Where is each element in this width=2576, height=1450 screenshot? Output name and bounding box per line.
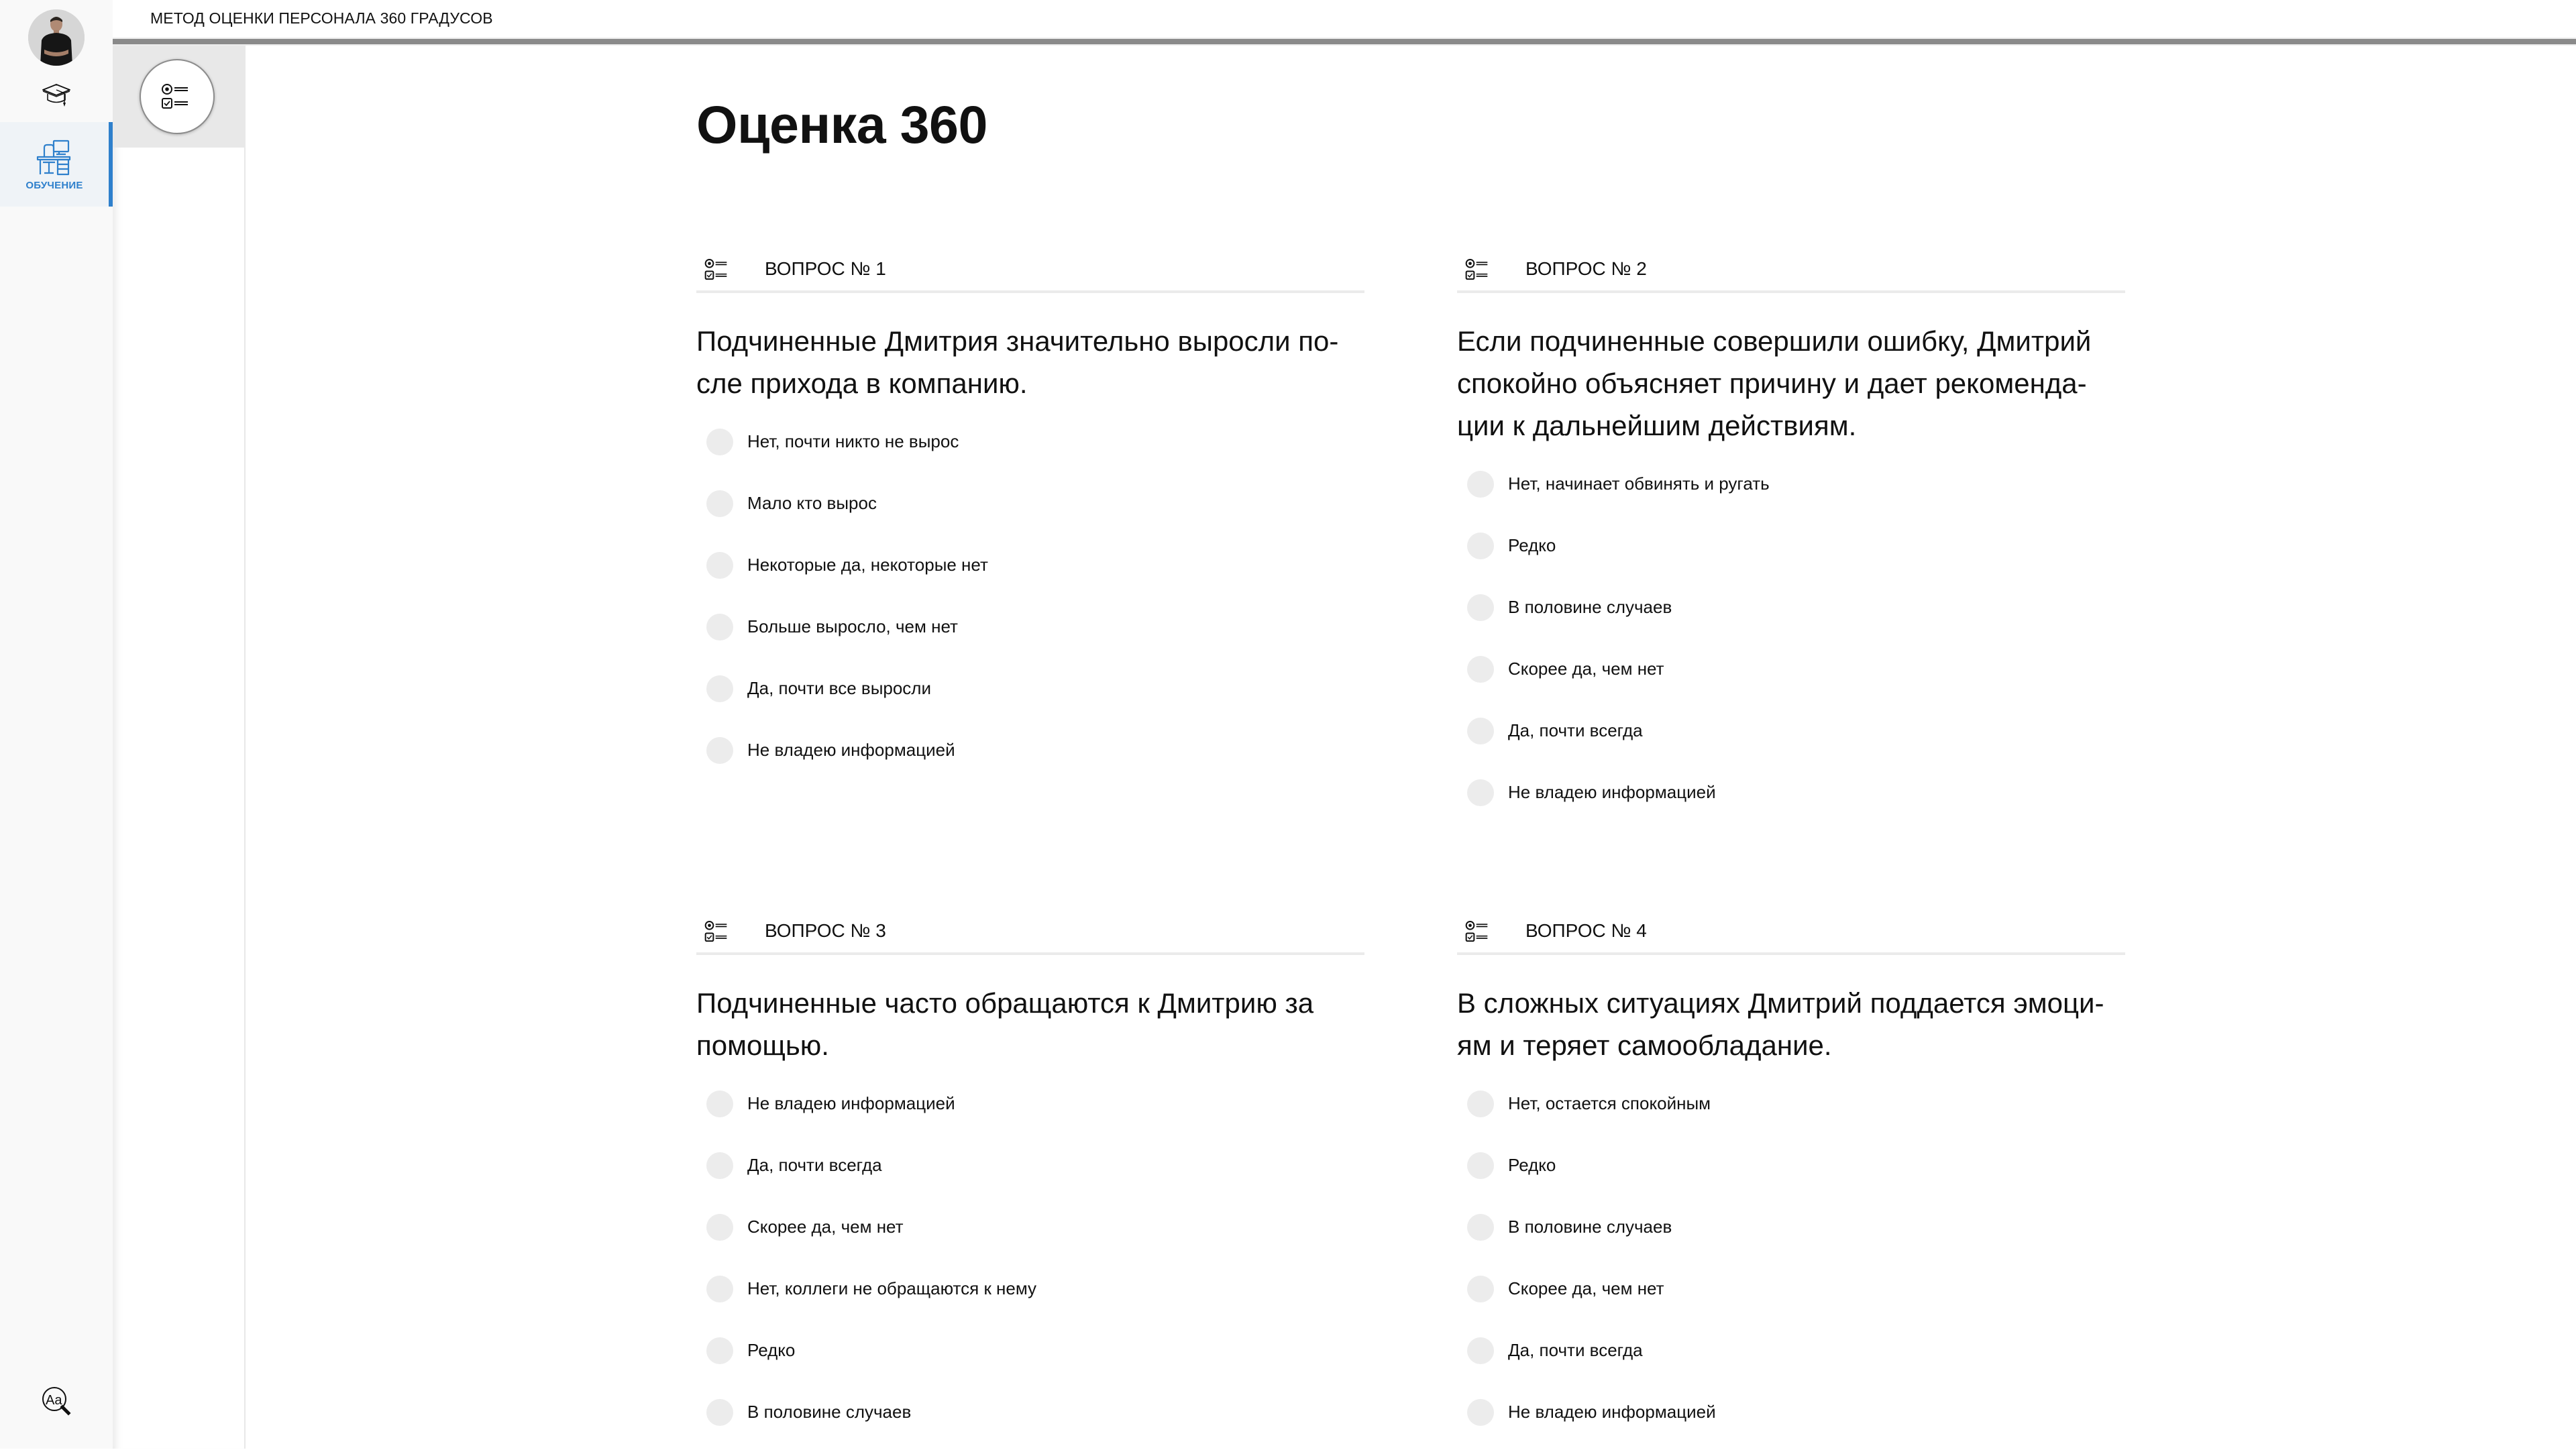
text-size-search-icon (40, 1386, 72, 1416)
answer-option[interactable] (696, 1388, 1364, 1450)
answer-option[interactable] (696, 726, 1364, 788)
course-header (113, 0, 2576, 39)
answer-option[interactable] (1457, 769, 2125, 830)
question-text: В сложных ситуациях Дмитрий поддается эмоциям и теряет самообладание. (1457, 987, 2104, 1061)
question-text: Подчиненные Дмитрия значительно выросли после прихода в компанию. (696, 325, 1339, 399)
answer-option-label: Да, почти все выросли (747, 678, 932, 698)
svg-text:Aa: Aa (46, 1393, 62, 1408)
answer-options (696, 418, 1364, 788)
answer-option[interactable] (1457, 1080, 2125, 1141)
course-progress-bar (113, 38, 2576, 46)
answer-option[interactable] (1457, 645, 2125, 707)
answer-option-label: Скорее да, чем нет (1508, 659, 1664, 679)
user-avatar[interactable] (28, 9, 85, 66)
question-card-2 (1457, 249, 2125, 830)
answer-option-label: Да, почти всегда (747, 1155, 882, 1175)
avatar-person-image (28, 9, 85, 66)
answer-option-label: Скорее да, чем нет (747, 1217, 904, 1237)
sidebar-item-label: ОБУЧЕНИЕ (25, 180, 83, 191)
desk-workplace-icon (36, 140, 71, 177)
radio-button[interactable] (1467, 1214, 1494, 1241)
radio-button[interactable] (706, 1399, 733, 1426)
radio-button[interactable] (1467, 1399, 1494, 1426)
answer-option-label: Мало кто вырос (747, 493, 877, 513)
answer-option-label: Нет, начинает обвинять и ругать (1508, 473, 1770, 494)
answer-option[interactable] (696, 1080, 1364, 1141)
question-header (1457, 249, 2125, 293)
radio-button[interactable] (706, 490, 733, 517)
answer-option-label: В половине случаев (1508, 1217, 1672, 1237)
answer-options (1457, 460, 2125, 830)
answer-option[interactable] (1457, 1388, 2125, 1450)
lesson-outline-column (113, 46, 246, 1449)
answer-option[interactable] (1457, 707, 2125, 769)
lesson-outline-panel (113, 46, 244, 148)
quiz-checklist-icon (1465, 258, 1492, 282)
question-number: ВОПРОС № 4 (1525, 920, 1647, 941)
answer-option-label: Да, почти всегда (1508, 1340, 1643, 1360)
answer-option[interactable] (696, 603, 1364, 665)
answer-option-label: Да, почти всегда (1508, 720, 1643, 740)
text-size-button[interactable] (40, 1386, 72, 1416)
question-card-4 (1457, 911, 2125, 1450)
answer-option-label: Редко (1508, 1155, 1556, 1175)
answer-option-label: Не владею информацией (1508, 1402, 1716, 1422)
answer-option[interactable] (696, 1141, 1364, 1203)
quiz-content (246, 46, 2576, 1449)
quiz-checklist-icon (704, 258, 731, 282)
answer-option[interactable] (1457, 522, 2125, 583)
radio-button[interactable] (706, 1276, 733, 1302)
radio-button[interactable] (706, 1214, 733, 1241)
radio-button[interactable] (1467, 1091, 1494, 1117)
left-nav-rail (0, 0, 113, 1449)
answer-option-label: Некоторые да, некоторые нет (747, 555, 988, 575)
answer-option-label: В половине случаев (1508, 597, 1672, 617)
radio-button[interactable] (706, 614, 733, 640)
page-title: Оценка 360 (696, 95, 987, 154)
question-text: Если подчиненные совершили ошибку, Дмитрий спокойно объясняет причину и дает рекомендации к дальнейшим действиям. (1457, 325, 2092, 441)
question-header (696, 911, 1364, 955)
radio-button[interactable] (1467, 471, 1494, 498)
radio-button[interactable] (706, 429, 733, 455)
answer-option[interactable] (1457, 1141, 2125, 1203)
radio-button[interactable] (1467, 656, 1494, 683)
answer-option-label: Редко (1508, 535, 1556, 555)
answer-option-label: Редко (747, 1340, 796, 1360)
quiz-lesson-button[interactable] (140, 59, 215, 134)
answer-option-label: Не владею информацией (747, 1093, 955, 1113)
answer-option[interactable] (696, 541, 1364, 603)
quiz-checklist-icon (704, 919, 731, 944)
radio-button[interactable] (706, 675, 733, 702)
question-number: ВОПРОС № 2 (1525, 258, 1647, 279)
radio-button[interactable] (1467, 533, 1494, 559)
answer-options (696, 1080, 1364, 1450)
radio-button[interactable] (1467, 718, 1494, 744)
answer-option-label: Нет, почти никто не вырос (747, 431, 959, 451)
sidebar-item-training[interactable] (0, 122, 113, 207)
answer-option[interactable] (696, 665, 1364, 726)
question-header (1457, 911, 2125, 955)
radio-button[interactable] (1467, 779, 1494, 806)
question-card-1 (696, 249, 1364, 788)
answer-option-label: В половине случаев (747, 1402, 912, 1422)
answer-option[interactable] (696, 480, 1364, 541)
answer-option[interactable] (1457, 1265, 2125, 1327)
answer-option-label: Не владею информацией (1508, 782, 1716, 802)
answer-option-label: Нет, остается спокойным (1508, 1093, 1711, 1113)
answer-options (1457, 1080, 2125, 1450)
answer-option-label: Скорее да, чем нет (1508, 1278, 1664, 1298)
answer-option[interactable] (1457, 583, 2125, 645)
radio-button[interactable] (1467, 594, 1494, 621)
answer-option[interactable] (696, 1203, 1364, 1265)
answer-option-label: Больше выросло, чем нет (747, 616, 958, 636)
graduation-cap-icon (39, 82, 74, 109)
radio-button[interactable] (706, 737, 733, 764)
radio-button[interactable] (706, 1337, 733, 1364)
answer-option[interactable] (696, 1327, 1364, 1388)
question-text: Подчиненные часто обращаются к Дмитрию за помощью. (696, 987, 1314, 1061)
question-card-3 (696, 911, 1364, 1450)
radio-button[interactable] (1467, 1276, 1494, 1302)
answer-option[interactable] (696, 418, 1364, 480)
radio-button[interactable] (706, 1091, 733, 1117)
radio-button[interactable] (706, 1152, 733, 1179)
answer-option[interactable] (1457, 1203, 2125, 1265)
answer-option[interactable] (1457, 460, 2125, 522)
radio-button[interactable] (1467, 1337, 1494, 1364)
radio-button[interactable] (706, 552, 733, 579)
question-header (696, 249, 1364, 293)
sidebar-item-courses[interactable] (39, 82, 74, 109)
answer-option[interactable] (1457, 1327, 2125, 1388)
question-number: ВОПРОС № 1 (765, 258, 886, 279)
course-progress-fill (113, 39, 2576, 44)
quiz-checklist-icon (161, 83, 193, 110)
question-number: ВОПРОС № 3 (765, 920, 886, 941)
course-title: МЕТОД ОЦЕНКИ ПЕРСОНАЛА 360 ГРАДУСОВ (150, 9, 493, 27)
answer-option-label: Не владею информацией (747, 740, 955, 760)
quiz-checklist-icon (1465, 919, 1492, 944)
answer-option[interactable] (696, 1265, 1364, 1327)
radio-button[interactable] (1467, 1152, 1494, 1179)
answer-option-label: Нет, коллеги не обращаются к нему (747, 1278, 1037, 1298)
